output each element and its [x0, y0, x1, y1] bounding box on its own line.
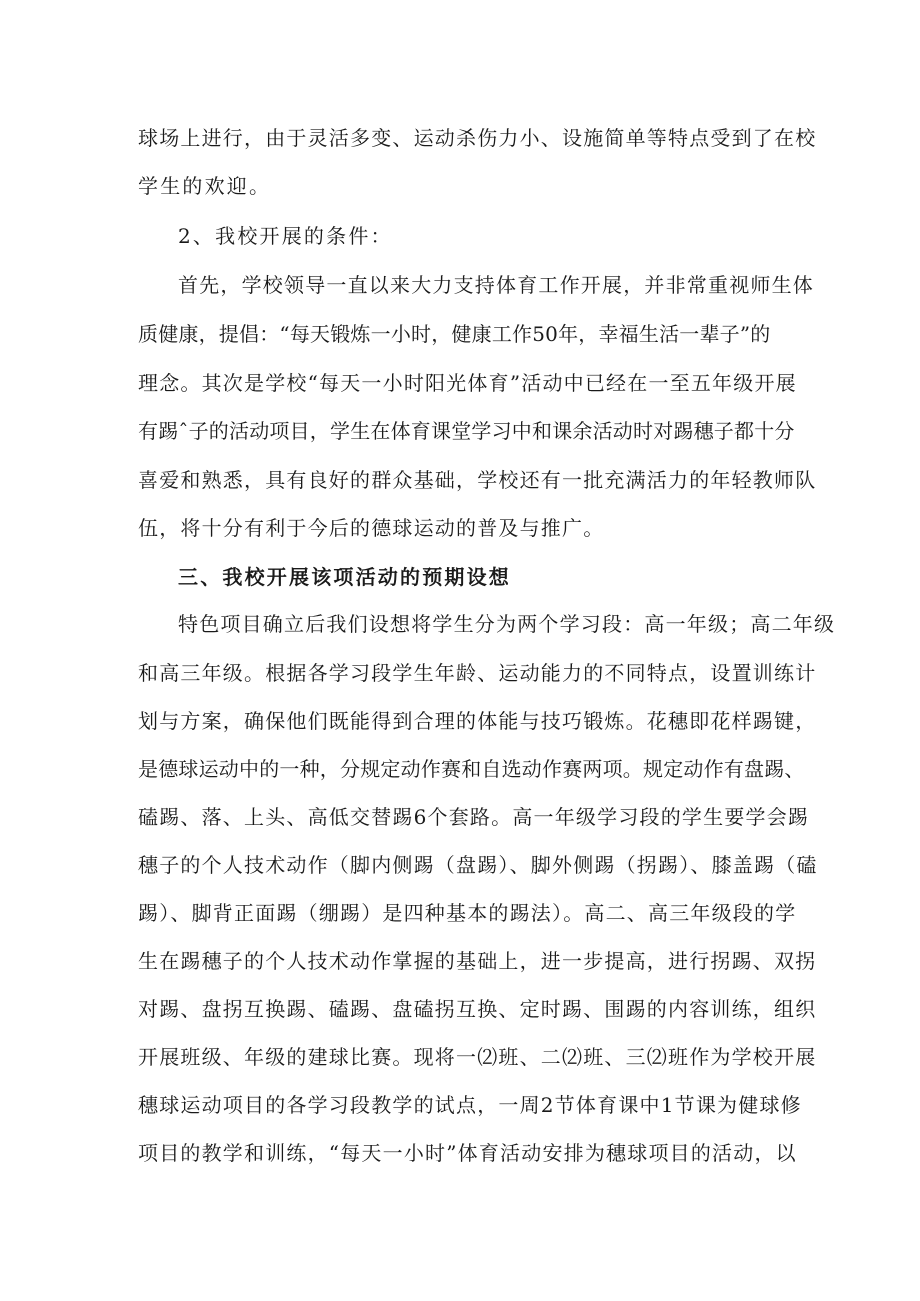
text-line: 理念。其次是学校“每天一小时阳光体育”活动中已经在一至五年级开展: [138, 371, 797, 395]
text-line: 学生的欢迎。: [138, 174, 272, 198]
text-line: 和高三年级。根据各学习段学生年龄、运动能力的不同特点，设置训练计: [138, 661, 817, 685]
text-line: 穗子的个人技术动作（脚内侧踢（盘踢）、脚外侧踢（拐踢）、膝盖踢（磕: [138, 853, 818, 877]
text-line: 生在踢穗子的个人技术动作掌握的基础上，进一步提高，进行拐踢、双拐: [138, 949, 817, 973]
text-line: 首先，学校领导一直以来大力支持体育工作开展，并非常重视师生体: [178, 273, 814, 297]
text-line: 对踢、盘拐互换踢、磕踢、盘磕拐互换、定时踢、围踢的内容训练，组织: [138, 997, 817, 1021]
text-line: 质健康，提倡：“每天锻炼一小时，健康工作50年，幸福生活一辈子”的: [138, 322, 771, 346]
text-line: 球场上进行，由于灵活多变、运动杀伤力小、设施简单等特点受到了在校: [138, 126, 817, 150]
text-line: 开展班级、年级的建球比赛。现将一⑵班、二⑵班、三⑵班作为学校开展: [138, 1045, 817, 1069]
text-line: 是德球运动中的一种，分规定动作赛和自选动作赛两项。规定动作有盘踢、: [138, 757, 805, 781]
text-line: 划与方案，确保他们既能得到合理的体能与技巧锻炼。花穗即花样踢键，: [138, 709, 817, 733]
text-line: 穗球运动项目的各学习段教学的试点，一周2节体育课中1节课为健球修: [138, 1093, 802, 1117]
text-line: 喜爱和熟悉，具有良好的群众基础，学校还有一批充满活力的年轻教师队: [138, 468, 817, 492]
text-line: 特色项目确立后我们设想将学生分为两个学习段：高一年级；高二年级: [178, 612, 836, 636]
text-line: 有踢ˆ子的活动项目，学生在体育课堂学习中和课余活动时对踢穗子都十分: [138, 419, 795, 443]
text-line: 踢）、脚背正面踢（绷踢）是四种基本的踢法）。高二、高三年级段的学: [138, 901, 797, 925]
text-line: 项目的教学和训练，“每天一小时”体育活动安排为穗球项目的活动，以: [138, 1141, 797, 1165]
section-heading: 三、我校开展该项活动的预期设想: [178, 565, 511, 589]
section-subheading: 2、我校开展的条件：: [178, 224, 393, 248]
text-line: 伍，将十分有利于今后的德球运动的普及与推广。: [138, 516, 605, 540]
text-line: 磕踢、落、上头、高低交替踢6个套路。高一年级学习段的学生要学会踢: [138, 805, 810, 829]
